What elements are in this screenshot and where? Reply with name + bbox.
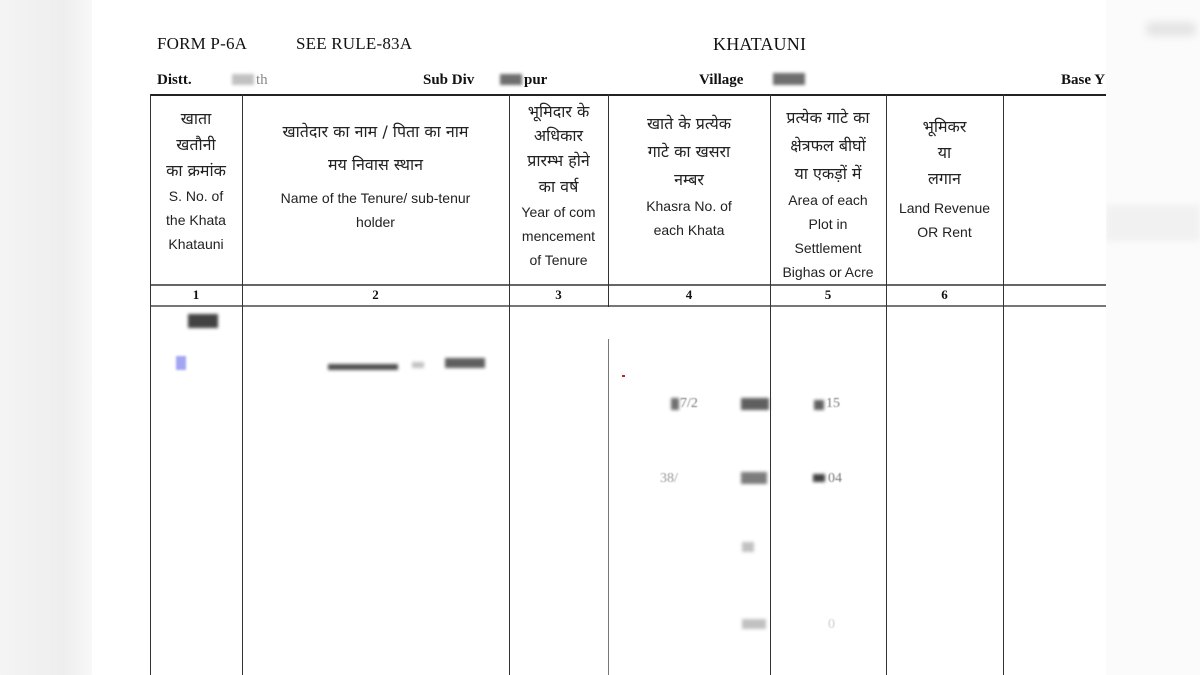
redacted-khasra-tag-3 <box>742 542 754 552</box>
blurred-ghost-band <box>1106 205 1200 241</box>
header-2-en-1: Name of the Tenure/ sub-tenur <box>280 190 471 206</box>
redacted-holder-name <box>328 364 398 370</box>
blurred-ghost-text <box>1146 22 1196 36</box>
header-col-2 <box>242 114 509 234</box>
column-number-5: 5 <box>824 287 832 302</box>
district-label: Distt. <box>157 72 192 88</box>
header-col-3 <box>509 100 608 272</box>
header-2-hindi-1: खातेदार का नाम / पिता का नाम <box>282 122 469 141</box>
scan-margin-left <box>0 0 92 675</box>
header-4-en-1: Khasra No. of <box>646 198 732 214</box>
column-number-4: 4 <box>685 287 693 302</box>
column-number-1: 1 <box>192 287 200 302</box>
area-value-2: 04 <box>828 471 842 486</box>
header-col-6 <box>886 114 1003 244</box>
header-2-hindi-2: मय निवास स्थान <box>327 155 424 174</box>
col-border-6 <box>1003 94 1004 675</box>
header-5-en-3: Settlement <box>794 240 862 256</box>
rule-reference: SEE RULE-83A <box>296 34 413 53</box>
header-5-hindi-1: प्रत्येक गाटे का <box>786 108 870 127</box>
document-title: KHATAUNI <box>713 34 807 54</box>
header-5-en-4: Bighas or Acre <box>782 264 874 280</box>
header-4-hindi-1: खाते के प्रत्येक <box>646 114 732 133</box>
redacted-district <box>232 74 254 85</box>
header-3-en-1: Year of com <box>521 204 596 220</box>
header-1-en-1: S. No. of <box>168 188 224 204</box>
header-4-en-2: each Khata <box>653 222 725 238</box>
column-number-divider <box>150 305 1106 307</box>
header-5-hindi-2: क्षेत्रफल बीघों <box>790 136 866 155</box>
header-1-hindi-3: का क्रमांक <box>166 161 226 180</box>
subdiv-label: Sub Div <box>423 72 475 88</box>
header-1-en-3: Khatauni <box>168 236 224 252</box>
column-number-2: 2 <box>372 287 379 302</box>
district-value: th <box>256 72 268 88</box>
header-4-hindi-2: गाटे का खसरा <box>647 142 731 161</box>
header-3-en-2: mencement <box>521 228 596 244</box>
blue-ink-mark <box>176 356 186 370</box>
area-value-1: 15 <box>826 396 840 411</box>
red-ink-mark <box>622 375 625 377</box>
redacted-khasra-1 <box>671 398 679 410</box>
header-6-en-1: Land Revenue <box>898 200 991 216</box>
header-6-hindi-3: लगान <box>928 169 961 188</box>
header-3-hindi-4: का वर्ष <box>538 177 579 196</box>
col-border-3-body <box>608 339 609 675</box>
scan-margin-right <box>1106 0 1200 675</box>
table-top-border <box>150 94 1106 96</box>
column-number-6: 6 <box>941 287 948 302</box>
header-6-en-2: OR Rent <box>917 224 972 240</box>
redacted-khasra-tag-1 <box>741 398 769 410</box>
header-2-en-2: holder <box>356 214 395 230</box>
header-4-hindi-3: नम्बर <box>674 170 704 189</box>
header-1-hindi-2: खतौनी <box>176 135 216 154</box>
header-3-hindi-3: प्रारम्भ होने <box>527 151 590 170</box>
redacted-khata-number <box>188 314 218 328</box>
khasra-value-2: 38/ <box>660 471 678 486</box>
header-col-1 <box>150 106 242 256</box>
khasra-value-1: 7/2 <box>680 396 698 411</box>
redacted-area-1 <box>814 400 824 410</box>
header-6-hindi-1: भूमिकर <box>922 117 967 136</box>
header-3-en-3: of Tenure <box>529 252 588 268</box>
header-col-4 <box>608 110 770 242</box>
village-label: Village <box>699 72 744 88</box>
header-6-hindi-2: या <box>937 143 952 162</box>
header-3-hindi-1: भूमिदार के <box>527 102 590 121</box>
header-5-en-1: Area of each <box>788 192 868 208</box>
redacted-area-2 <box>813 474 825 482</box>
header-5-hindi-3: या एकड़ों में <box>794 164 862 183</box>
redacted-village <box>773 73 805 85</box>
header-divider <box>150 284 1106 286</box>
redacted-subdiv <box>500 74 522 85</box>
redacted-khasra-tag-2 <box>741 472 767 484</box>
redacted-khasra-tag-4 <box>742 619 766 629</box>
header-col-5 <box>770 104 886 284</box>
subdiv-value: pur <box>524 72 548 88</box>
header-1-hindi-1: खाता <box>180 109 212 128</box>
area-value-4: 0 <box>828 617 835 632</box>
header-3-hindi-2: अधिकार <box>533 126 584 145</box>
redacted-father-name <box>445 358 485 368</box>
form-number: FORM P-6A <box>157 34 248 53</box>
column-number-3: 3 <box>555 287 562 302</box>
khatauni-table <box>150 94 1106 675</box>
header-1-en-2: the Khata <box>166 212 226 228</box>
redacted-holder-separator <box>412 362 424 368</box>
base-year-label: Base Y <box>1061 72 1106 88</box>
header-5-en-2: Plot in <box>808 216 848 232</box>
